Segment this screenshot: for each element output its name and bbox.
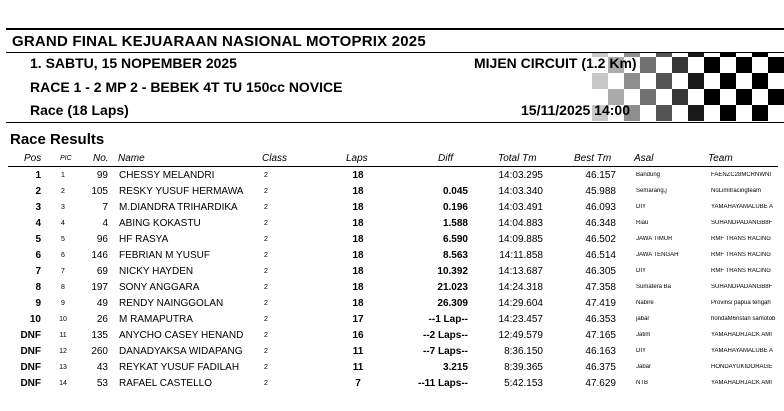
cell-pos: 6 [35,250,41,261]
cell-pic: 11 [59,332,67,339]
col-laps: Laps [346,153,368,164]
cell-laps: 11 [352,362,364,373]
cell-pic: 6 [61,252,65,259]
cell-class: 2 [264,204,268,211]
cell-no: 26 [96,314,108,325]
cell-no: 260 [91,346,108,357]
table-row [0,280,784,296]
cell-pos: 8 [35,282,41,293]
cell-total: 14:13.687 [498,266,543,277]
cell-asal: NTB [636,380,648,386]
cell-laps: 18 [352,186,364,197]
cell-pic: 10 [59,316,67,323]
cell-total: 14:24.318 [498,282,543,293]
cell-team: NoLimitracingteam [711,188,762,194]
cell-class: 2 [264,188,268,195]
cell-asal: Riau [636,220,649,226]
cell-best: 45.988 [585,186,616,197]
cell-best: 46.093 [585,202,616,213]
cell-best: 46.305 [585,266,616,277]
cell-total: 8:39.365 [504,362,543,373]
cell-class: 2 [264,236,268,243]
table-row [0,376,784,392]
cell-pic: 13 [59,364,67,371]
table-row [0,264,784,280]
cell-no: 146 [91,250,108,261]
table-row [0,360,784,376]
cell-no: 4 [102,218,108,229]
cell-name: RAFAEL CASTELLO [119,378,212,389]
col-best: Best Tm [574,153,612,164]
cell-name: REYKAT YUSUF FADILAH [119,362,240,373]
cell-asal: DIY [636,268,647,274]
cell-asal: Jatim [636,332,651,338]
cell-total: 14:23.457 [498,314,543,325]
cell-class: 2 [264,364,268,371]
cell-team: HONDAYUKIDORAGE [711,364,773,370]
table-row [0,248,784,264]
cell-name: M.DIANDRA TRIHARDIKA [119,202,238,213]
cell-laps: 11 [352,346,364,357]
cell-class: 2 [264,268,268,275]
cell-name: RESKY YUSUF HERMAWA [119,186,244,197]
cell-laps: 18 [352,218,364,229]
cell-best: 46.353 [585,314,616,325]
col-no: No. [93,153,109,164]
col-asal: Asal [634,153,654,164]
cell-asal: Sumatera Ba [636,284,672,290]
race-laps: Race (18 Laps) [30,102,129,118]
cell-class: 2 [264,284,268,291]
cell-pic: 14 [59,380,67,387]
cell-class: 2 [264,300,268,307]
table-row [0,232,784,248]
cell-no: 53 [96,378,108,389]
cell-laps: 16 [352,330,364,341]
cell-asal: JAWA TIMUR [636,236,673,242]
cell-laps: 18 [352,170,364,181]
cell-pic: 2 [61,188,65,195]
table-row [0,200,784,216]
results-table [0,168,784,392]
cell-team: RMF TRANS RACING [711,252,771,258]
cell-pos: 9 [35,298,41,309]
cell-laps: 18 [352,202,364,213]
cell-team: SUHANDPADANGB8F [711,284,773,290]
cell-name: SONY ANGGARA [119,282,200,293]
cell-no: 96 [96,234,108,245]
header-bottom-rule [6,122,784,123]
cell-team: RMF TRANS RACING [711,236,771,242]
cell-pic: 8 [61,284,65,291]
table-row [0,184,784,200]
cell-pos: 10 [29,314,41,325]
cell-no: 197 [91,282,108,293]
cell-pic: 3 [61,204,65,211]
cell-best: 46.157 [585,170,616,181]
cell-laps: 18 [352,250,364,261]
cell-name: DANADYAKSA WIDAPANG [119,346,243,357]
col-class: Class [262,153,288,164]
cell-asal: Semarang,j [636,188,667,194]
cell-team: hondaM6ristan samotob [711,316,776,322]
race-name: RACE 1 - 2 MP 2 - BEBEK 4T TU 150cc NOVICE [30,79,343,95]
header-top-rule [6,28,784,30]
table-row [0,216,784,232]
cell-diff: --7 Laps-- [423,346,468,357]
cell-diff: --2 Laps-- [423,330,468,341]
cell-pos: 2 [35,186,41,197]
cell-best: 46.514 [585,250,616,261]
cell-name: ABING KOKASTU [119,218,201,229]
cell-no: 105 [91,186,108,197]
cell-class: 2 [264,220,268,227]
col-diff: Diff [438,153,453,164]
cell-pos: 1 [35,170,41,181]
cell-team: FAENZC28MCRNWNI [711,172,772,178]
cell-diff: 21.023 [437,282,468,293]
cell-diff: 1.588 [442,218,468,229]
cell-class: 2 [264,380,268,387]
cell-total: 14:03.295 [498,170,543,181]
cell-total: 14:09.885 [498,234,543,245]
cell-pic: 7 [61,268,65,275]
cell-class: 2 [264,316,268,323]
cell-pic: 5 [61,236,65,243]
cell-diff: --11 Laps-- [417,378,468,389]
table-header [0,153,784,167]
cell-class: 2 [264,172,268,179]
cell-name: FEBRIAN M YUSUF [119,250,210,261]
table-row [0,296,784,312]
cell-name: NICKY HAYDEN [119,266,194,277]
cell-best: 47.358 [585,282,616,293]
table-row [0,168,784,184]
cell-no: 49 [96,298,108,309]
col-total: Total Tm [498,153,537,164]
cell-pic: 1 [61,172,65,179]
cell-team: YAMAHADRJACK AMI [711,380,772,386]
cell-laps: 18 [352,234,364,245]
cell-diff: 26.309 [437,298,468,309]
section-title: Race Results [10,131,105,148]
cell-pic: 12 [59,348,67,355]
col-team: Team [708,153,733,164]
cell-no: 69 [96,266,108,277]
cell-laps: 18 [352,282,364,293]
cell-asal: JAWA TENGAH [636,252,679,258]
cell-no: 43 [96,362,108,373]
cell-best: 47.419 [585,298,616,309]
cell-diff: 6.590 [442,234,468,245]
cell-laps: 18 [352,298,364,309]
cell-total: 8:36.150 [504,346,543,357]
cell-team: RMF TRANS RACING [711,268,771,274]
cell-pos: DNF [20,330,41,341]
cell-pic: 9 [61,300,65,307]
cell-name: ANYCHO CASEY HENAND [119,330,244,341]
cell-no: 7 [102,202,108,213]
cell-diff: 3.215 [442,362,468,373]
cell-best: 47.165 [585,330,616,341]
cell-team: YAMAHAYAMALUBE A [711,204,774,210]
cell-total: 14:04.883 [498,218,543,229]
cell-laps: 7 [355,378,361,389]
cell-pos: DNF [20,362,41,373]
table-row [0,312,784,328]
cell-name: RENDY NAINGGOLAN [119,298,224,309]
cell-asal: Nabire [636,300,654,306]
cell-name: HF RASYA [119,234,169,245]
cell-no: 135 [91,330,108,341]
header-rule [8,166,778,167]
cell-best: 46.375 [585,362,616,373]
cell-class: 2 [264,348,268,355]
cell-pos: DNF [20,346,41,357]
cell-pos: 3 [35,202,41,213]
cell-diff: 8.563 [442,250,468,261]
cell-best: 47.629 [585,378,616,389]
cell-class: 2 [264,252,268,259]
cell-pos: 7 [35,266,41,277]
cell-total: 14:11.858 [499,250,543,261]
col-pic: PIC [60,155,72,162]
race-date: 1. SABTU, 15 NOPEMBER 2025 [30,55,237,71]
table-row [0,328,784,344]
cell-laps: 17 [352,314,364,325]
cell-diff: 0.045 [442,186,468,197]
circuit-name: MIJEN CIRCUIT (1.2 Km) [474,55,637,71]
timestamp: 15/11/2025 14:00 [521,102,630,118]
cell-laps: 18 [352,266,364,277]
cell-team: YAMAHADRJACK AMI [711,332,772,338]
cell-total: 14:03.340 [498,186,543,197]
cell-total: 5:42.153 [504,378,543,389]
cell-diff: 0.196 [442,202,468,213]
cell-pos: 5 [35,234,41,245]
cell-total: 14:29.604 [498,298,543,309]
cell-diff: 10.392 [437,266,468,277]
cell-team: Provinsi papua tengah [711,300,771,306]
cell-no: 99 [96,170,108,181]
cell-asal: Jabar [636,364,652,370]
cell-pos: 4 [35,218,41,229]
table-row [0,344,784,360]
cell-team: YAMAHAYAMALUBE A [711,348,774,354]
cell-diff: --1 Lap-- [428,314,468,325]
cell-name: M RAMAPUTRA [119,314,193,325]
cell-pos: DNF [20,378,41,389]
cell-name: CHESSY MELANDRI [119,170,215,181]
cell-pic: 4 [61,220,65,227]
cell-asal: Bandung [636,172,661,178]
cell-total: 14:03.491 [498,202,543,213]
cell-asal: jabar [636,316,650,322]
cell-team: SUHANDPADANGB8F [711,220,773,226]
cell-best: 46.348 [585,218,616,229]
col-pos: Pos [24,153,42,164]
cell-total: 12:49.579 [498,330,543,341]
cell-asal: DIY [636,348,647,354]
cell-best: 46.163 [585,346,616,357]
col-name: Name [118,153,145,164]
cell-best: 46.502 [585,234,616,245]
event-title: GRAND FINAL KEJUARAAN NASIONAL MOTOPRIX 2025 [12,33,426,50]
cell-asal: DIY [636,204,647,210]
cell-class: 2 [264,332,268,339]
